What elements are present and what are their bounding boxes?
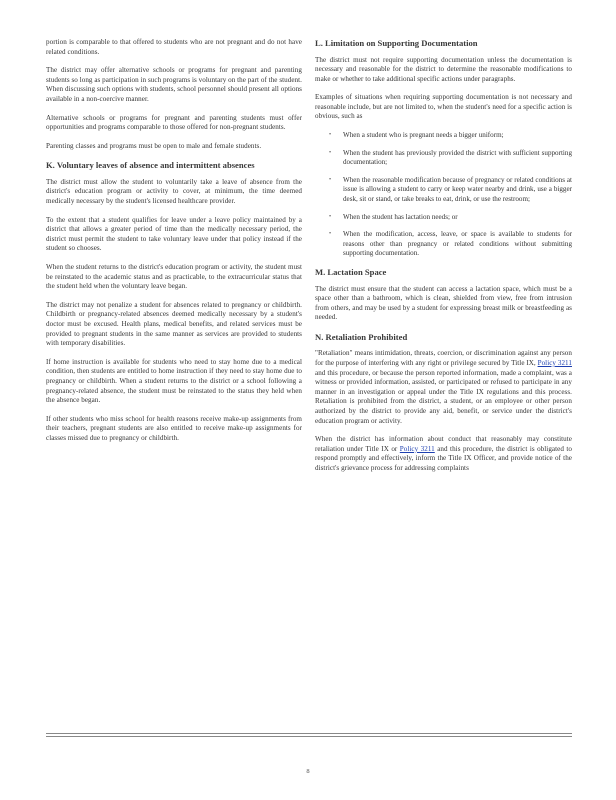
paragraph: To the extent that a student qualifies for leave under a leave policy maintained by a district that allows a greater period of time than the medically necessary period, the district must permit the student to take voluntary leave under that policy instead if the student so chooses. [46,215,302,253]
bullet-icon: • [329,149,332,156]
list-item: • When the student has previously provided the district with sufficient supporting documentation; [329,148,572,167]
paragraph: portion is comparable to that offered to students who are not pregnant and do not have related conditions. [46,38,302,56]
footer-rule [46,736,572,737]
paragraph: The district must not require supporting documentation unless the documentation is necessary and reasonable for the district to determine the reasonable modifications to make or whether to take additional specific actions under paragraphs. [315,55,572,83]
paragraph: "Retaliation" means intimidation, threats, coercion, or discrimination against any person for the purpose of interfering with any right or privilege secured by Title IX, Policy 3211 and this procedure, or because the person reported information, made a complaint, was a witness or provided information, assisted, or participated or refused to participate in any manner in an investigation or appeal under the Title IX regulations and this process. Retaliation is prohibited from the district, a student, or an employee or other person authorized by the district to provide any aid, benefit, or service under the district's education program or activity. [315,349,572,425]
bullet-icon: • [329,176,332,183]
section-heading-n: N. Retaliation Prohibited [315,331,408,342]
bullet-icon: • [329,213,332,220]
right-column [315,38,572,483]
policy-3211-link[interactable]: Policy 3211 [537,358,572,367]
paragraph: The district must ensure that the student can access a lactation space, which must be a space other than a bathroom, which is clean, shielded from view, free from intrusion from others, and may be used by a student for expressing breast milk or breastfeeding as needed. [315,284,572,322]
bullet-icon: • [329,132,332,139]
bullet-icon: • [329,231,332,238]
footer-rule [46,733,572,734]
list-item: • When a student who is pregnant needs a bigger uniform; [329,131,504,140]
paragraph: The district may not penalize a student for absences related to pregnancy or childbirth. Childbirth or pregnancy-related absences deemed medically necessary by a student's doctor must be excused. Health plans, medical benefits, and related services must be provided to pregnant students in the same manner as services are provided to students with temporary disabilities. [46,300,302,348]
paragraph: When the district has information about conduct that reasonably may constitute retaliation under Title IX or Policy 3211 and this procedure, the district is obligated to respond promptly and effectively, inform the Title IX Officer, and provide notice of the district's grievance process for addressing complaints [315,435,572,472]
paragraph: The district must allow the student to voluntarily take a leave of absence from the district's education program or activity to cover, at minimum, the time deemed medically necessary by the student's licensed healthcare provider. [46,177,302,206]
examples-list [315,131,572,259]
left-column [46,38,302,453]
list-item: • When the student has lactation needs; or [329,212,458,221]
section-heading-m: M. Lactation Space [315,267,387,277]
list-item: • When the reasonable modification because of pregnancy or related conditions at issue is allowing a student to carry or keep water nearby and drink, use a bigger desk, sit or stand, or take breaks to eat, drink, or use the restroom; [329,175,572,204]
paragraph: When the student returns to the district's education program or activity, the student must be reinstated to the academic status and as practicable, to the extracurricular status that the student held when the voluntary leave began. [46,263,302,291]
paragraph: If home instruction is available for students who need to stay home due to a medical condition, then students are entitled to home instruction if they need to stay home due to pregnancy or childbirth. When a student returns to the district or a school following a pregnancy-related absence, the student must be reinstated to the status they held when the absence began. [46,357,302,405]
page-number: 8 [306,768,310,775]
paragraph: Examples of situations when requiring supporting documentation is not necessary and reasonable include, but are not limited to, when the student's need for a specific action is obvious, such as [315,93,572,121]
list-item: • When the modification, access, leave, or space is available to students for reasons other than pregnancy or related conditions without submitting supporting documentation. [329,230,572,258]
paragraph: Parenting classes and programs must be open to male and female students. [46,141,262,150]
section-heading-l: L. Limitation on Supporting Documentation [315,38,478,48]
paragraph: The district may offer alternative schools or programs for pregnant and parenting students so long as participation in such programs is voluntary on the part of the student. When discussing such options with students, school personnel should present all options available in a non-coercive manner. [46,66,302,103]
policy-3211-link[interactable]: Policy 3211 [399,444,435,453]
paragraph: If other students who miss school for health reasons receive make-up assignments from their teachers, pregnant students are also entitled to receive make-up assignments for classes missed due to pregnancy or childbirth. [46,414,302,442]
paragraph: Alternative schools or programs for pregnant and parenting students must offer opportunities and programs comparable to those offered for non-pregnant students. [46,113,302,132]
section-heading-k: K. Voluntary leaves of absence and intermittent absences [46,160,255,171]
